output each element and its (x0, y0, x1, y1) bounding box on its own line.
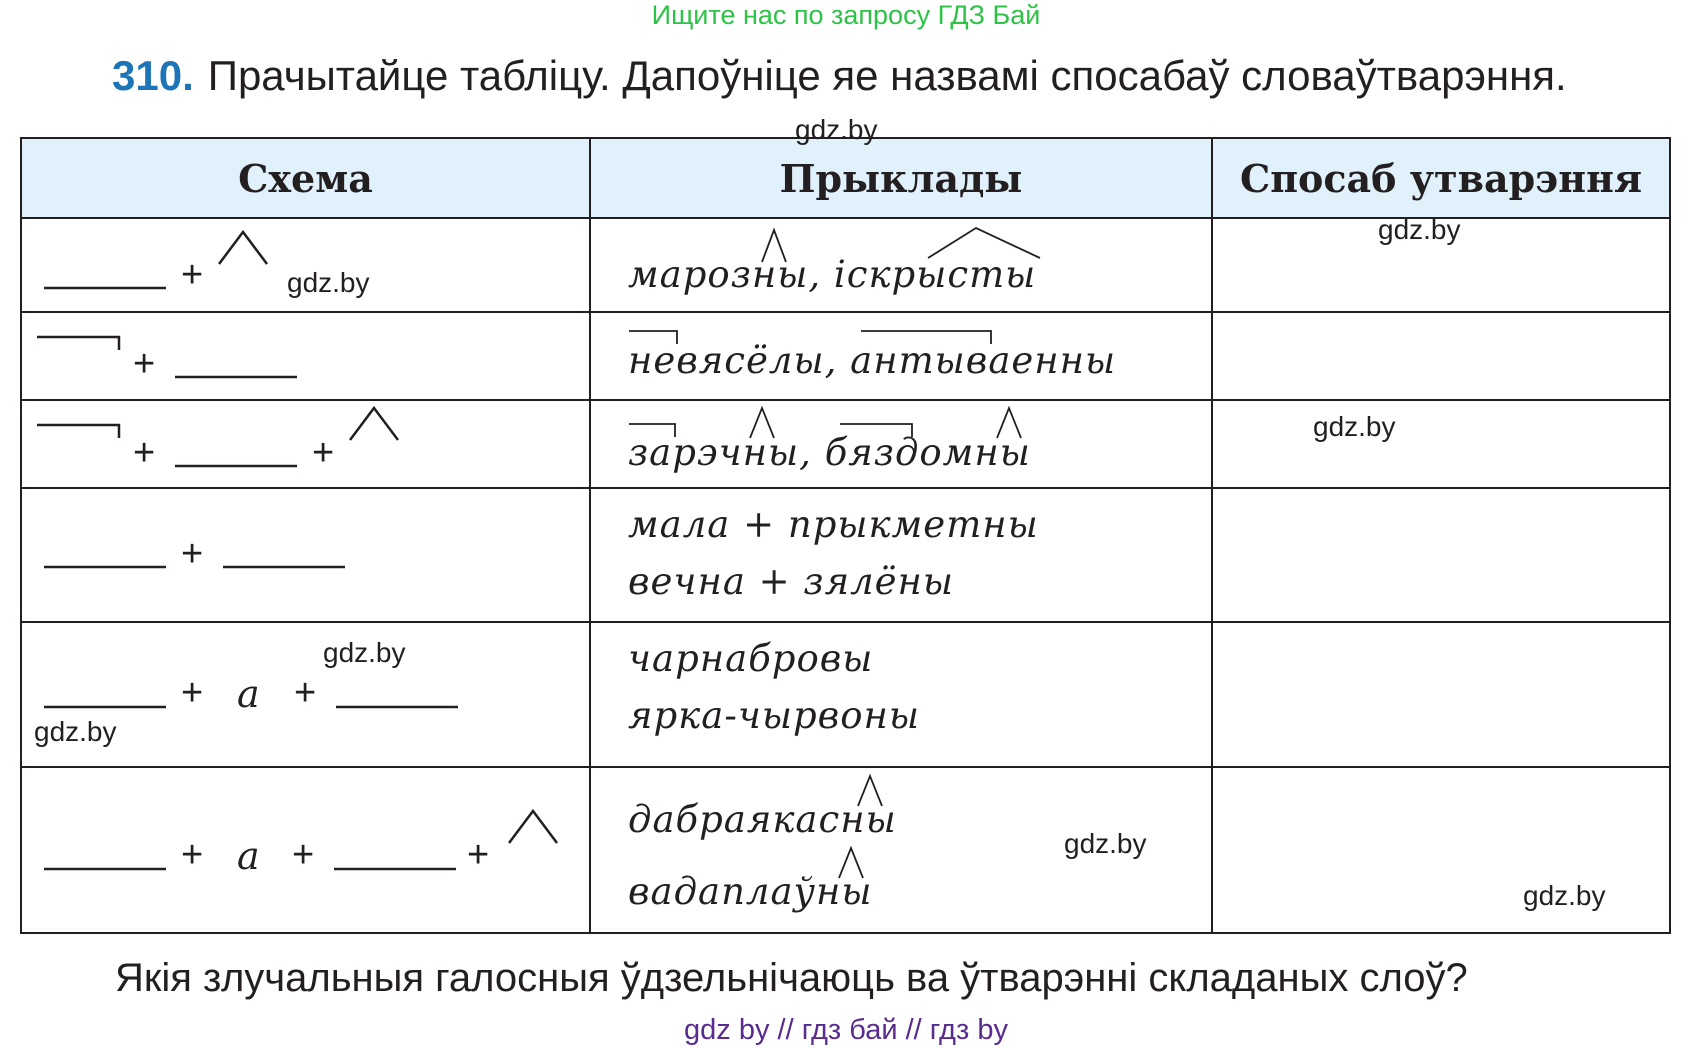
plus-sign: + (294, 672, 317, 714)
top-banner: Ищите нас по запросу ГДЗ Бай (651, 0, 1041, 30)
suffix-mark (219, 232, 267, 264)
plus-sign: + (292, 834, 315, 876)
plus-sign: + (181, 533, 204, 575)
watermark: gdz.by (795, 114, 878, 145)
question-text: Якія злучальныя галосныя ўдзельнічаюць ва ўтварэнні складаных слоў? (115, 956, 1468, 1000)
header-scheme: Схема (238, 156, 373, 201)
example-text: вадаплаўны (628, 870, 873, 913)
example-text: зарэчны, бяздомны (628, 431, 1031, 474)
watermark: gdz.by (1064, 828, 1147, 859)
example-text: мала + прыкметны (628, 503, 1039, 546)
plus-sign: + (133, 343, 156, 385)
example-text: ярка-чырвоны (628, 694, 920, 737)
plus-sign: + (312, 432, 335, 474)
prefix-mark (37, 425, 119, 438)
connector-letter: а (237, 672, 260, 716)
header-examples: Прыклады (779, 156, 1023, 201)
watermark: gdz.by (323, 637, 406, 668)
example-text: чарнабровы (628, 637, 874, 680)
watermark: gdz.by (1313, 411, 1396, 442)
example-text: невясёлы, антываенны (628, 339, 1117, 382)
exercise-instruction: Прачытайце табліцу. Дапоўніце яе назвамі спосабаў словаўтварэння. (207, 52, 1567, 99)
suffix-mark (509, 811, 557, 843)
plus-sign: + (467, 834, 490, 876)
watermark: gdz.by (34, 716, 117, 747)
plus-sign: + (181, 254, 204, 296)
example-text: марозны, іскрысты (628, 253, 1037, 296)
plus-sign: + (181, 834, 204, 876)
watermark: gdz.by (1378, 214, 1461, 245)
example-text: вечна + зялёны (628, 560, 955, 603)
scheme-marks (37, 232, 557, 869)
connector-letter: а (237, 834, 260, 878)
plus-sign: + (133, 432, 156, 474)
footer-links: gdz by // гдз бай // гдз by (684, 1014, 1008, 1046)
watermark: gdz.by (287, 267, 370, 298)
watermark: gdz.by (1523, 880, 1606, 911)
prefix-mark (37, 337, 119, 350)
exercise-number: 310. (112, 52, 194, 99)
example-marks (629, 228, 1040, 878)
suffix-mark (350, 408, 398, 440)
example-text: дабраякасны (628, 798, 897, 841)
plus-sign: + (181, 672, 204, 714)
header-method: Спосаб утварэння (1239, 156, 1643, 201)
